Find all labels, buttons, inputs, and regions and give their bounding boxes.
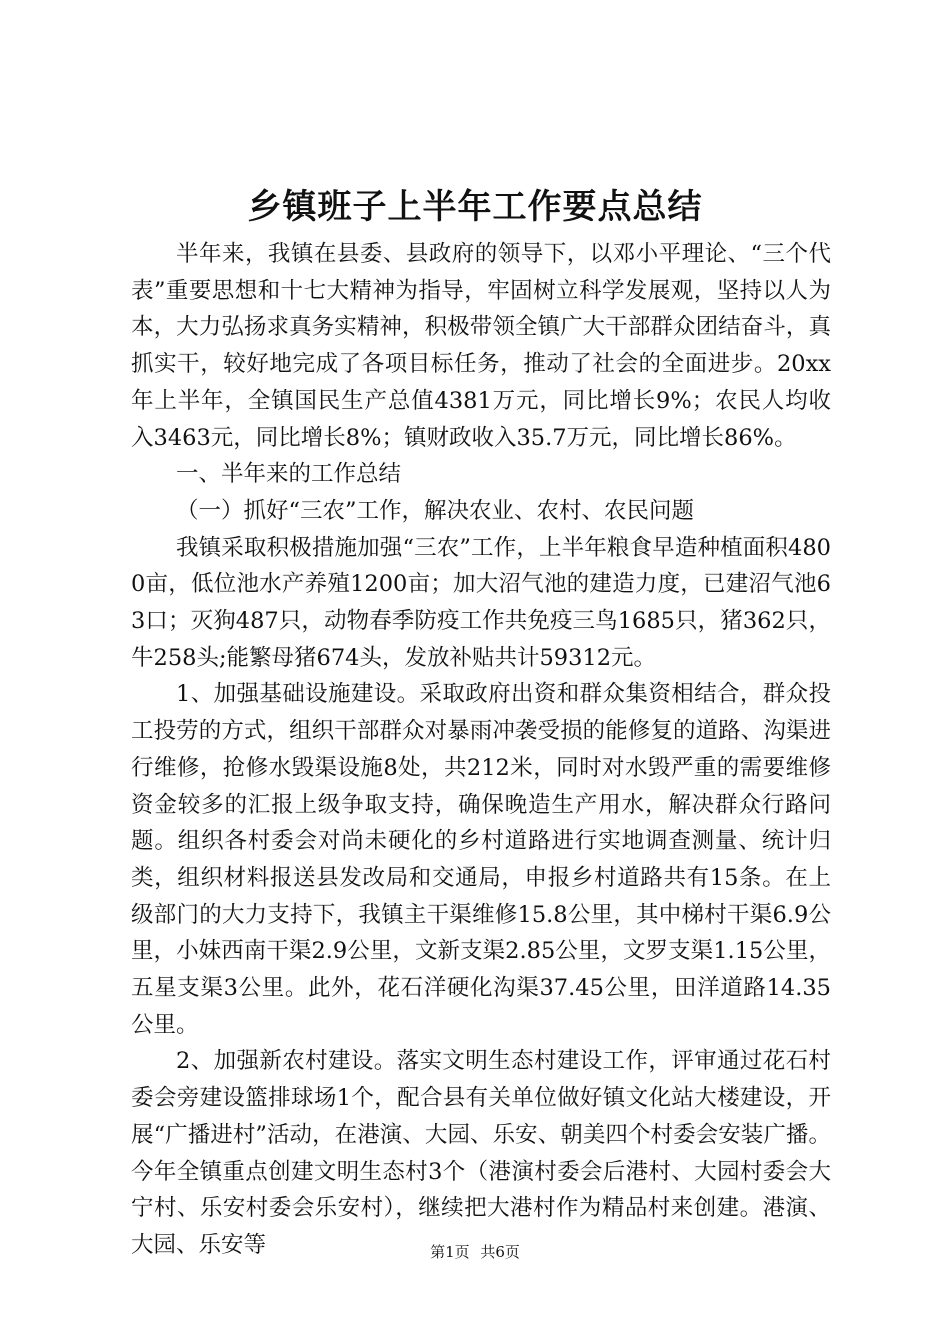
subsection-heading: （一）抓好“三农”工作，解决农业、农村、农民问题: [176, 497, 695, 524]
paragraph-infrastructure: 1、加强基础设施建设。采取政府出资和群众集资相结合，群众投工投劳的方式，组织干部群众对暴雨冲袭受损的能修复的道路、沟渠进行维修，抢修水毁渠设施8处，共212米，同时对水毁严重的需要维修资金较多的汇报上级争取支持，确保晚造生产用水，解决群众行路问题。组织各村委会对尚未硬化的乡村道路进行实地调查测量、统计归类，组织材料报送县发改局和交通局，申报乡村道路共有15条。在上级部门的大力支持下，我镇主干渠维修15.8公里，其中梯村干渠6.9公里，小妹西南干渠2.9公里，文新支渠2.85公里，文罗支渠1.15公里，五星支渠3公里。此外，花石洋硬化沟渠37.45公里，田洋道路14.35公里。: [131, 681, 831, 1038]
page-total: 共6页: [480, 1243, 520, 1261]
paragraph-new-countryside: 2、加强新农村建设。落实文明生态村建设工作，评审通过花石村委会旁建设篮排球场1个，配合县有关单位做好镇文化站大楼建设，开展“广播进村”活动，在港演、大园、乐安、朝美四个村委会安装广播。今年全镇重点创建文明生态村3个（港演村委会后港村、大园村委会大宁村、乐安村委会乐安村），继续把大港村作为精品村来创建。港演、大园、乐安等: [131, 1048, 831, 1258]
document-title: 乡镇班子上半年工作要点总结: [247, 187, 703, 227]
paragraph-agriculture: 我镇采取积极措施加强“三农”工作，上半年粮食早造种植面积4800亩，低位池水产养殖1200亩；加大沼气池的建造力度，已建沼气池63口；灭狗487只，动物春季防疫工作共免疫三鸟1685只，猪362只，牛258头;能繁母猪674头，发放补贴共计59312元。: [131, 534, 831, 671]
document-body: [131, 236, 831, 1264]
section-heading: 一、半年来的工作总结: [176, 461, 402, 488]
page-number: 第1页: [430, 1243, 470, 1261]
paragraph-intro: 半年来，我镇在县委、县政府的领导下，以邓小平理论、“三个代表”重要思想和十七大精神为指导，牢固树立科学发展观，坚持以人为本，大力弘扬求真务实精神，积极带领全镇广大干部群众团结奋斗，真抓实干，较好地完成了各项目标任务，推动了社会的全面进步。20xx年上半年，全镇国民生产总值4381万元，同比增长9%；农民人均收入3463元，同比增长8%；镇财政收入35.7万元，同比增长86%。: [131, 241, 831, 451]
page-footer: [0, 1242, 950, 1262]
